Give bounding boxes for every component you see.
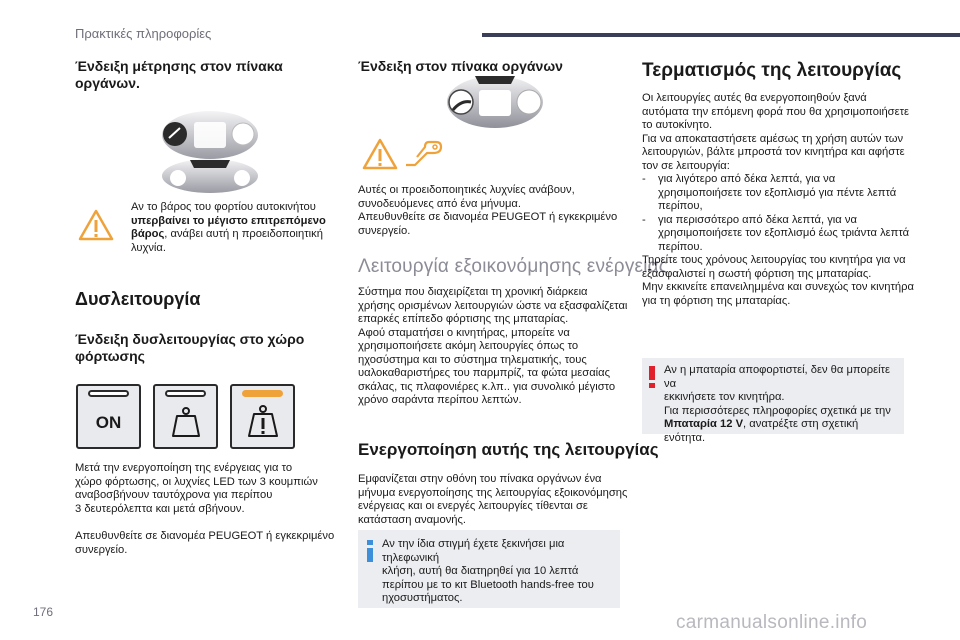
malfunction-heading: Δυσλειτουργία xyxy=(75,289,201,309)
weight-indicator-title: Ένδειξη μέτρησης στον πίνακα οργάνων. xyxy=(75,58,283,91)
alert-weight-symbol-icon xyxy=(246,404,280,438)
energy-economy-text: Σύστημα που διαχειρίζεται τη χρονική διάρκεια χρήσης ορισμένων λειτουργιών ώστε να εξασφαλίζεται επαρκές επίπεδο φόρτισης της μπαταρίας. Αφού σταματήσει ο κινητήρας, μπορείτε να χρησιμοποιήσετε ακόμη λειτουργίες όπως το ηχοσύστημα και το σύστημα τηλεματικής, τους υαλοκαθαριστήρες του παρμπρίζ, τα φώτα μεσαίας σκάλας, τις πλαφονιέρες κ.λπ.. για συνολικό μέγιστο χρόνο σαράντα περίπου λεπτών. xyxy=(358,286,628,406)
info-note-text: Αν την ίδια στιγμή έχετε ξεκινήσει μια τηλεφωνική κλήση, αυτή θα διατηρηθεί για 10 λεπτά περίπου με το κιτ Bluetooth hands-free του ηχοσυστήματος. xyxy=(382,538,594,604)
page-header-title: Πρακτικές πληροφορίες xyxy=(75,26,212,41)
page-number: 176 xyxy=(33,605,54,619)
info-note-box xyxy=(358,530,620,608)
battery-warning-box xyxy=(642,358,904,444)
weight-warning-text: Αν το βάρος του φορτίου αυτοκινήτου υπερβαίνει το μέγιστο επιτρεπόμενο βάρος, ανάβει αυτή η προειδοποιητική λυχνία. xyxy=(131,201,326,254)
dashboard-weight-icon xyxy=(160,108,260,193)
alert-exclamation-icon xyxy=(648,366,656,388)
header-rule xyxy=(482,33,960,37)
energy-economy-heading: Λειτουργία εξοικονόμησης ενέργειας xyxy=(358,256,669,277)
activation-heading: Ενεργοποίηση αυτής της λειτουργίας xyxy=(358,440,659,459)
loadspace-contact-text: Απευθυνθείτε σε διανομέα PEUGEOT ή εγκεκριμένο συνεργείο. xyxy=(75,530,335,556)
instrument-warning-text: Αυτές οι προειδοποιητικές λυχνίες ανάβουν, συνοδευόμενες από ένα μήνυμα. Απευθυνθείτε σε διανομέα PEUGEOT ή εγκεκριμένο συνεργείο. xyxy=(358,184,618,237)
battery-warning-text: Αν η μπαταρία αποφορτιστεί, δεν θα μπορείτε να εκκινήσετε τον κινητήρα. Για περισσότερες πληροφορίες σχετικά με την Μπαταρία 12 V, ανατρέξτε στη σχετική ενότητα. xyxy=(664,364,891,444)
instrument-panel-title: Ένδειξη στον πίνακα οργάνων xyxy=(358,58,563,74)
activation-text: Εμφανίζεται στην οθόνη του πίνακα οργάνων ένα μήνυμα ενεργοποίησης της λειτουργίας εξοικονόμησης ενέργειας και οι ενεργές λειτουργίες τίθενται σε κατάσταση αναμονής. xyxy=(358,473,628,526)
list-item: - για περισσότερο από δέκα λεπτά, για να χρησιμοποιήσετε τον εξοπλισμό έως τριάντα λεπτά περίπου. xyxy=(642,213,910,253)
warning-triangle-icon xyxy=(362,137,398,171)
on-button-label: ON xyxy=(95,413,122,432)
weight-symbol-icon xyxy=(171,406,201,438)
end-of-function-heading: Τερματισμός της λειτουργίας xyxy=(642,60,902,81)
instrument-panel-icon xyxy=(445,72,545,130)
list-item: - για λιγότερο από δέκα λεπτά, για να χρησιμοποιήσετε τον εξοπλισμό για πέντε λεπτά περίπου, xyxy=(642,173,897,212)
weight-button-icon xyxy=(153,384,218,449)
loadspace-led-text: Μετά την ενεργοποίηση της ενέργειας για το χώρο φόρτωσης, οι λυχνίες LED των 3 κουμπιών αναβοσβήνουν ταυτόχρονα για περίπου 3 δευτερόλεπτα και μετά σβήνουν. xyxy=(75,462,318,515)
info-icon xyxy=(366,540,374,562)
watermark-text: carmanualsonline.info xyxy=(676,612,868,633)
alert-button-icon xyxy=(230,384,295,449)
loadspace-indicator-title: Ένδειξη δυσλειτουργίας στο χώρο φόρτωσης xyxy=(75,331,305,364)
suspension-warning-icon xyxy=(403,139,445,169)
warning-triangle-icon xyxy=(78,208,114,242)
on-button-icon xyxy=(76,384,141,449)
end-of-function-text: Οι λειτουργίες αυτές θα ενεργοποιηθούν ξανά αυτόματα την επόμενη φορά που θα χρησιμοποιήσετε το αυτοκίνητο. Για να αποκαταστήσετε αμέσως τη χρήση αυτών των λειτουργιών, βάλτε μπροστά τον κινητήρα και αφήστε τον σε λειτουργία: - για λιγότερο από δέκα λεπτά, για να χρησιμοποιήσετε τον εξοπλισμό για πέντε λεπτά περίπου, - για περισσότερο από δέκα λεπτά, για να χρησιμοποιήσετε τον εξοπλισμό έως τριάντα λεπτά περίπου. Τηρείτε τους χρόνους λειτουργίας του κινητήρα για να εξασφαλιστεί η σωστή φόρτιση της μπαταρίας. Μην εκκινείτε επανειλημμένα και συνεχώς τον κινητήρα για τη φόρτιση της μπαταρίας. xyxy=(642,92,920,308)
